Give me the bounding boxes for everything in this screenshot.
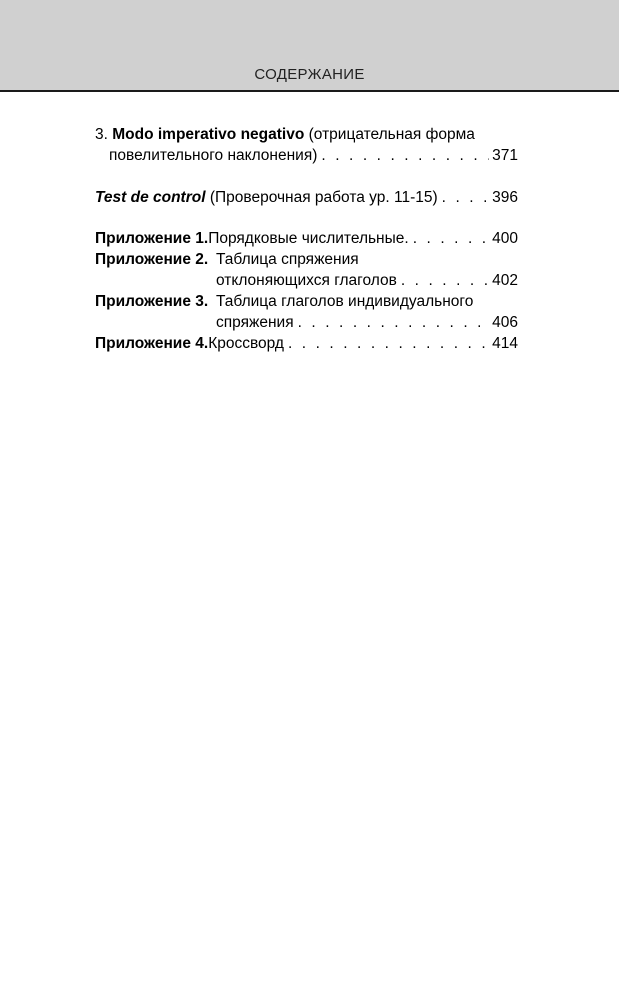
dot-leader	[442, 187, 489, 208]
toc-entry-line	[95, 124, 518, 145]
page-title: СОДЕРЖАНИЕ	[254, 66, 365, 83]
appendix-title: Таблица глаголов индивидуального	[216, 293, 474, 310]
dot-leader	[288, 333, 489, 354]
toc-appendix-line	[95, 228, 518, 249]
toc-entry-number: 3.	[95, 126, 108, 143]
appendix-title-continuation: отклоняющихся глаголов	[216, 272, 397, 289]
page-header	[0, 0, 619, 92]
appendix-title: Порядковые числительные.	[208, 230, 409, 247]
toc-appendix-line	[95, 249, 518, 270]
toc-page-number: 406	[492, 314, 518, 331]
appendix-label: Приложение 2.	[95, 251, 209, 268]
appendix-label: Приложение 1.	[95, 230, 209, 247]
dot-leader	[413, 228, 489, 249]
toc-page-number: 396	[492, 189, 518, 206]
toc-page-number: 402	[492, 272, 518, 289]
appendix-title-continuation: спряжения	[216, 314, 294, 331]
appendix-title: Таблица спряжения	[216, 251, 359, 268]
toc-page-number: 414	[492, 335, 518, 352]
toc-appendix-line	[95, 270, 518, 291]
toc-page-number: 371	[492, 147, 518, 164]
appendix-label: Приложение 3.	[95, 293, 209, 310]
dot-leader	[401, 270, 489, 291]
toc-entry-line	[95, 145, 518, 166]
toc-entry-line	[95, 187, 518, 208]
toc-appendix-line	[95, 333, 518, 354]
toc-appendix-line	[95, 291, 518, 312]
dot-leader	[321, 145, 489, 166]
appendix-label: Приложение 4.	[95, 335, 209, 352]
toc-entry-title-bold-italic: Test de control	[95, 189, 206, 206]
toc-entry-title-rest: (отрицательная форма	[308, 126, 475, 143]
dot-leader	[298, 312, 490, 333]
appendix-title: Кроссворд	[208, 335, 284, 352]
table-of-contents	[95, 124, 518, 354]
toc-page-number: 400	[492, 230, 518, 247]
toc-appendix-line	[95, 312, 518, 333]
toc-entry-continuation: повелительного наклонения)	[109, 147, 318, 164]
toc-entry-title-rest: (Проверочная работа ур. 11-15)	[209, 189, 438, 206]
toc-entry-title-bold: Modo imperativo negativo	[112, 126, 305, 143]
